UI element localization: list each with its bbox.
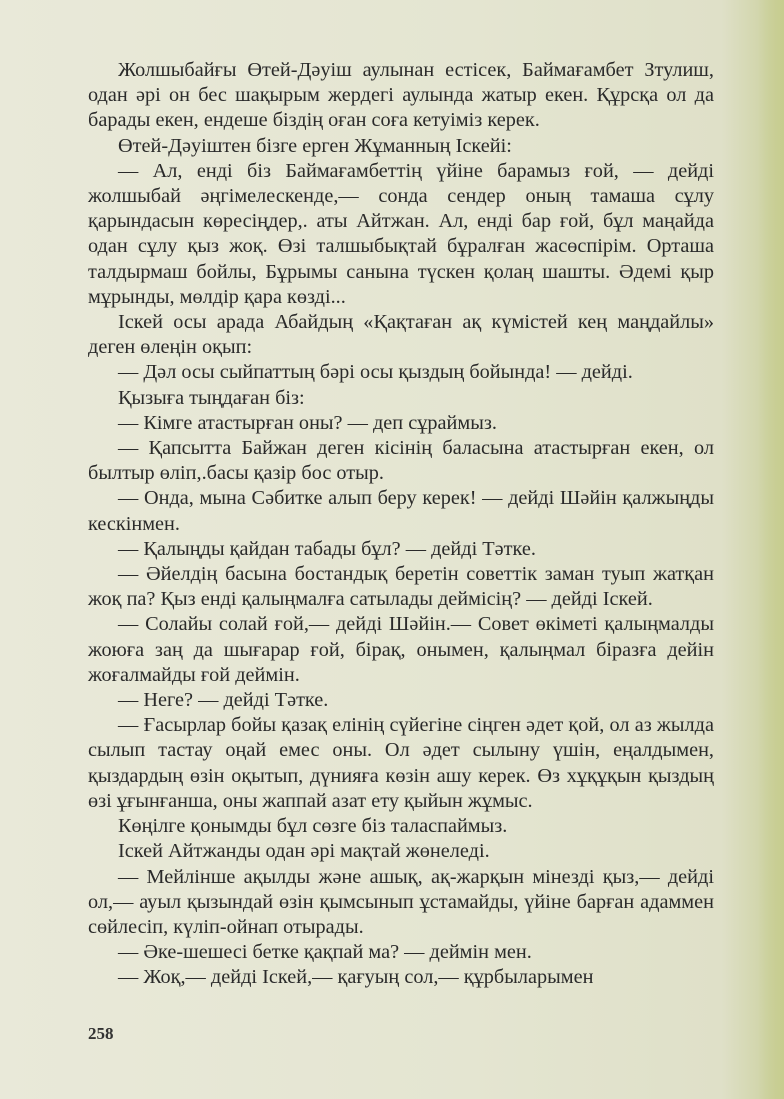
paragraph-8: — Қапсытта Байжан деген кісінің баласына атастырған екен, ол былтыр өліп,.басы қазір бос отыр. — [88, 437, 714, 485]
paragraph-6: Қызыға тыңдаған біз: — [118, 386, 305, 409]
page-number: 258 — [88, 1024, 114, 1043]
paragraph-11: — Әйелдің басына бостандық беретін советтік заман туып жатқан жоқ па? Қыз енді қалыңмалға сатылады деймісің? — дейді Іскей. — [88, 563, 714, 611]
paragraph-15: Көңілге қонымды бұл сөзге біз таласпаймыз. — [118, 815, 508, 838]
paragraph-4: Іскей осы арада Абайдың «Қақтаған ақ күмістей кең маңдайлы» деген өлеңін оқып: — [88, 311, 714, 359]
paragraph-1: Жолшыбайғы Өтей-Дәуіш аулынан естісек, Баймағамбет Зтулиш, одан әрі он бес шақырым жердегі аулында жатыр екен. Құрсқа ол да барады екен, ендеше біздің оған соға кетуіміз керек. — [88, 59, 714, 132]
paragraph-10: — Қалыңды қайдан табады бұл? — дейді Тәтке. — [118, 537, 536, 560]
paragraph-14: — Ғасырлар бойы қазақ елінің сүйегіне сіңген әдет қой, ол аз жылда сылып тастау оңай емес оны. Ол әдет сылыну үшін, еңалдымен, қыздардың өзін оқытып, дүнияға көзін ашу керек. Өз хұқұқын қыздың өзі ұғынғанша, оны жаппай азат ету қыйын жұмыс. — [88, 714, 714, 812]
paragraph-5: — Дәл осы сыйпаттың бәрі осы қыздың бойында! — дейді. — [118, 361, 633, 384]
paragraph-17: — Мейлінше ақылды және ашық, ақ-жарқын мінезді қыз,— дейді ол,— ауыл қызындай өзін қымсынып ұстамайды, үйіне барған адаммен сөйлесіп, күліп-ойнап отырады. — [88, 865, 714, 938]
paragraph-7: — Кімге атастырған оны? — деп сұраймыз. — [118, 411, 497, 434]
paragraph-18: — Әке-шешесі бетке қақпай ма? — деймін мен. — [118, 941, 532, 964]
paragraph-19: — Жоқ,— дейді Іскей,— қағуың сол,— құрбыларымен — [118, 966, 594, 989]
page-edge-shadow — [758, 0, 784, 1099]
paragraph-16: Іскей Айтжанды одан әрі мақтай жөнеледі. — [118, 840, 490, 863]
paragraph-13: — Неге? — дейді Тәтке. — [118, 689, 329, 712]
body-text — [88, 58, 714, 991]
paragraph-12: — Солайы солай ғой,— дейді Шәйін.— Совет өкіметі қалыңмалды жоюға заң да шығарар ғой, бірақ, онымен, қалыңмал біразға дейін жоғалмайды ғой деймін. — [88, 613, 714, 686]
paragraph-2: Өтей-Дәуіштен бізге ерген Жұманның Іскейі: — [118, 134, 512, 157]
paragraph-9: — Онда, мына Сәбитке алып беру керек! — дейді Шәйін қалжыңды кескінмен. — [88, 487, 714, 535]
paragraph-3: — Ал, енді біз Баймағамбеттің үйіне барамыз ғой, — дейді жолшыбай әңгімелескенде,— сонда сендер оның тамаша сұлу қарындасын көресіңдер,. аты Айтжан. Ал, енді бар ғой, бұл маңайда одан сұлу қыз жоқ. Өзі талшыбықтай бұралған жасөспірім. Орташа талдырмаш бойлы, Бұрымы санына түскен қолаң шашты. Әдемі қыр мұрынды, мөлдір қара көзді... — [88, 159, 714, 308]
